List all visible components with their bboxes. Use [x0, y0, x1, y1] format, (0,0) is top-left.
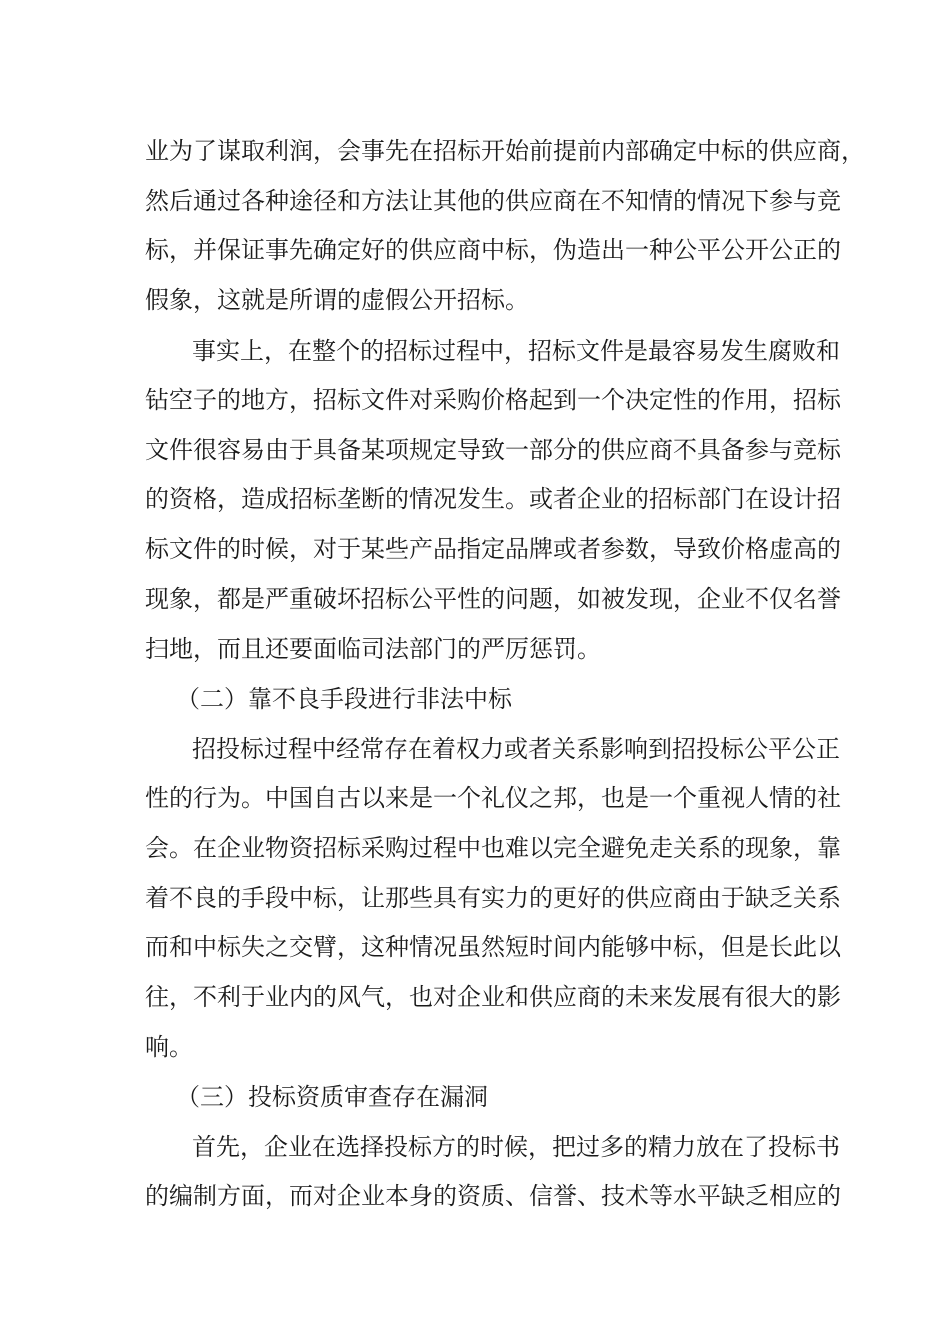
- text-line: 响。: [145, 1033, 193, 1061]
- text-line: 着不良的手段中标，让那些具有实力的更好的供应商由于缺乏关系: [145, 884, 841, 912]
- section-heading-2: （二）靠不良手段进行非法中标: [176, 685, 512, 713]
- text-line: 标文件的时候，对于某些产品指定品牌或者参数，导致价格虚高的: [145, 535, 841, 563]
- text-line: 的资格，造成招标垄断的情况发生。或者企业的招标部门在设计招: [145, 485, 841, 513]
- text-line: 而和中标失之交臂，这种情况虽然短时间内能够中标，但是长此以: [145, 933, 841, 961]
- text-line: 然后通过各种途径和方法让其他的供应商在不知情的情况下参与竞: [145, 187, 841, 215]
- text-line: 会。在企业物资招标采购过程中也难以完全避免走关系的现象，靠: [145, 834, 841, 862]
- text-line: 往，不利于业内的风气，也对企业和供应商的未来发展有很大的影: [145, 983, 841, 1011]
- text-line: 现象，都是严重破坏招标公平性的问题，如被发现，企业不仅名誉: [145, 585, 841, 613]
- text-line: 扫地，而且还要面临司法部门的严厉惩罚。: [145, 635, 601, 663]
- text-line: 标，并保证事先确定好的供应商中标，伪造出一种公平公开公正的: [145, 236, 841, 264]
- text-line: 招投标过程中经常存在着权力或者关系影响到招投标公平公正: [192, 735, 840, 763]
- text-line: 业为了谋取利润，会事先在招标开始前提前内部确定中标的供应商，: [145, 137, 865, 165]
- text-line: 首先，企业在选择投标方的时候，把过多的精力放在了投标书: [192, 1133, 840, 1161]
- text-line: 性的行为。中国自古以来是一个礼仪之邦，也是一个重视人情的社: [145, 784, 841, 812]
- section-heading-3: （三）投标资质审查存在漏洞: [176, 1083, 488, 1111]
- text-line: 事实上，在整个的招标过程中，招标文件是最容易发生腐败和: [192, 337, 840, 365]
- text-line: 文件很容易由于具备某项规定导致一部分的供应商不具备参与竞标: [145, 436, 841, 464]
- text-line: 假象，这就是所谓的虚假公开招标。: [145, 286, 529, 314]
- text-line: 的编制方面，而对企业本身的资质、信誉、技术等水平缺乏相应的: [145, 1182, 841, 1210]
- text-line: 钻空子的地方，招标文件对采购价格起到一个决定性的作用，招标: [145, 386, 841, 414]
